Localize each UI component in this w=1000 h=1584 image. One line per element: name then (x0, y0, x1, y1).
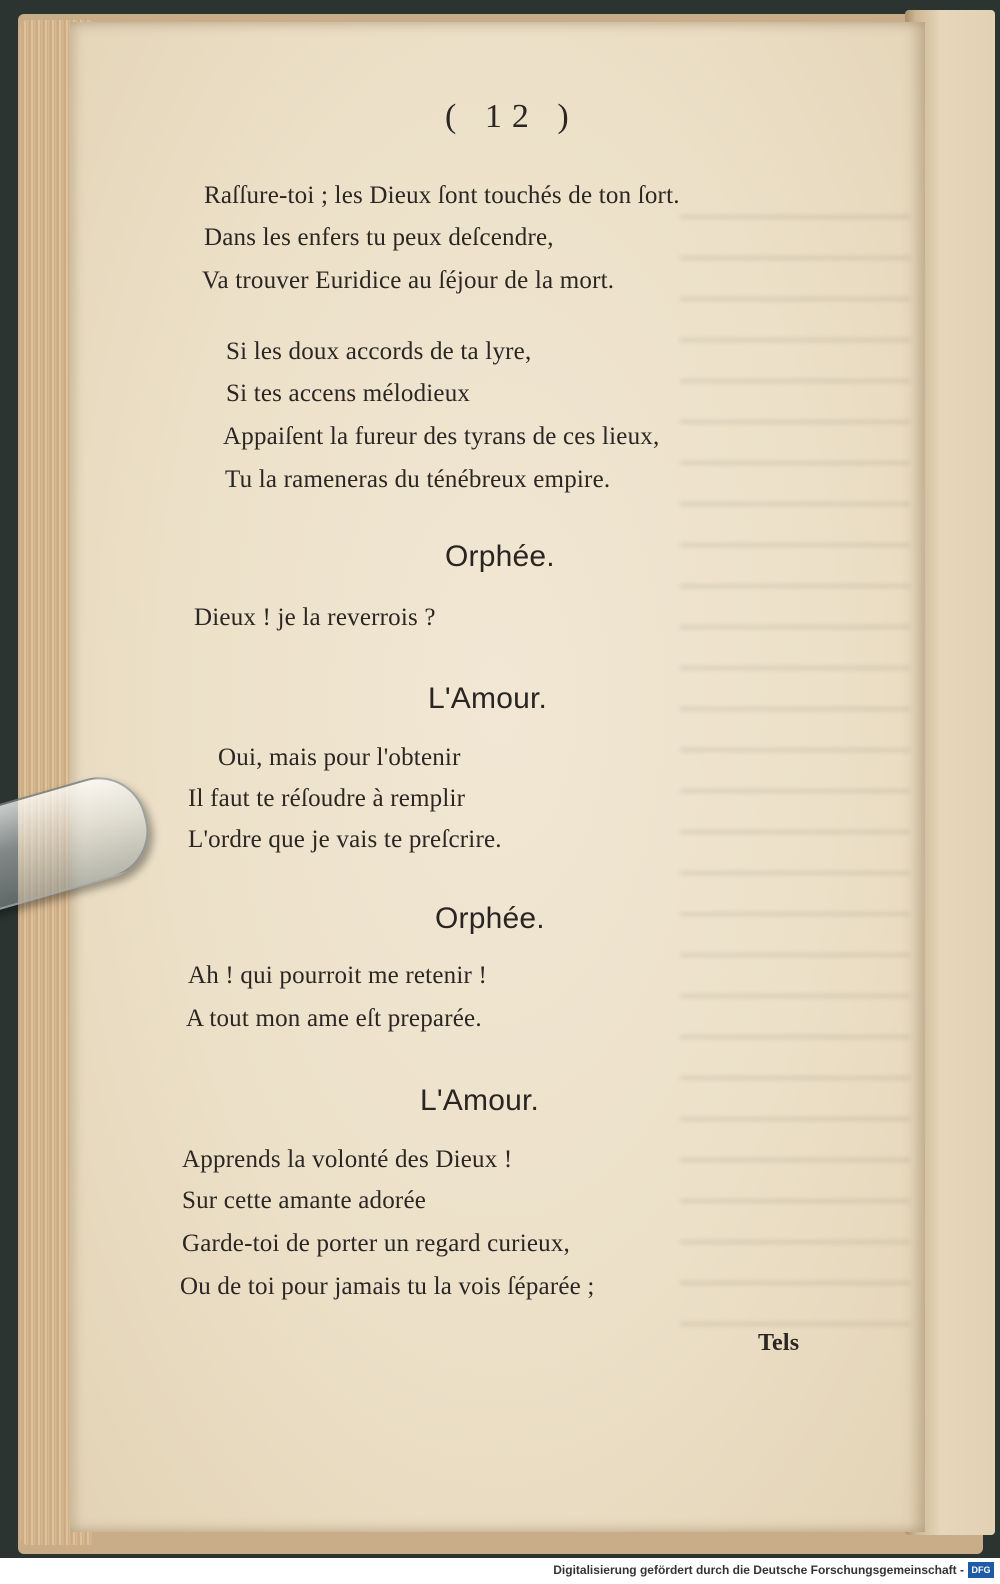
page-number: ( 12 ) (445, 98, 579, 135)
verse-line: Il faut te réſoudre à remplir (188, 785, 466, 812)
speaker-heading: Orphée. (435, 902, 545, 935)
verse-line: Va trouver Euridice au ſéjour de la mort. (202, 267, 615, 294)
verse-line: Tu la rameneras du ténébreux empire. (225, 466, 611, 493)
dfg-logo-icon: DFG (968, 1562, 994, 1578)
speaker-heading: Orphée. (445, 540, 555, 573)
verse-line: Dieux ! je la reverrois ? (194, 604, 436, 631)
verse-line: L'ordre que je vais te preſcrire. (188, 826, 502, 853)
verse-line: Sur cette amante adorée (182, 1187, 427, 1214)
verse-line: Si les doux accords de ta lyre, (226, 338, 532, 365)
verse-line: Si tes accens mélodieux (226, 380, 471, 407)
verse-line: A tout mon ame eſt preparée. (186, 1005, 482, 1032)
verse-line: Appaiſent la fureur des tyrans de ces lieux, (223, 423, 660, 450)
verse-line: Raſſure-toi ; les Dieux ſont touchés de ton ſort. (204, 182, 680, 209)
footer-credit: Digitalisierung gefördert durch die Deutsche Forschungsgemeinschaft - (553, 1563, 964, 1577)
verse-line: Ah ! qui pourroit me retenir ! (188, 962, 487, 989)
verse-line: Garde-toi de porter un regard curieux, (182, 1230, 570, 1257)
verse-line: Dans les enfers tu peux deſcendre, (204, 224, 554, 251)
verse-line: Apprends la volonté des Dieux ! (182, 1146, 513, 1173)
verse-line: Oui, mais pour l'obtenir (218, 744, 461, 771)
book-page (70, 22, 925, 1532)
catchword: Tels (758, 1330, 800, 1356)
footer-bar (0, 1558, 1000, 1584)
show-through-text (680, 192, 910, 1352)
verse-line: Ou de toi pour jamais tu la vois ſéparée ; (180, 1273, 595, 1300)
speaker-heading: L'Amour. (420, 1084, 540, 1117)
speaker-heading: L'Amour. (428, 682, 548, 715)
